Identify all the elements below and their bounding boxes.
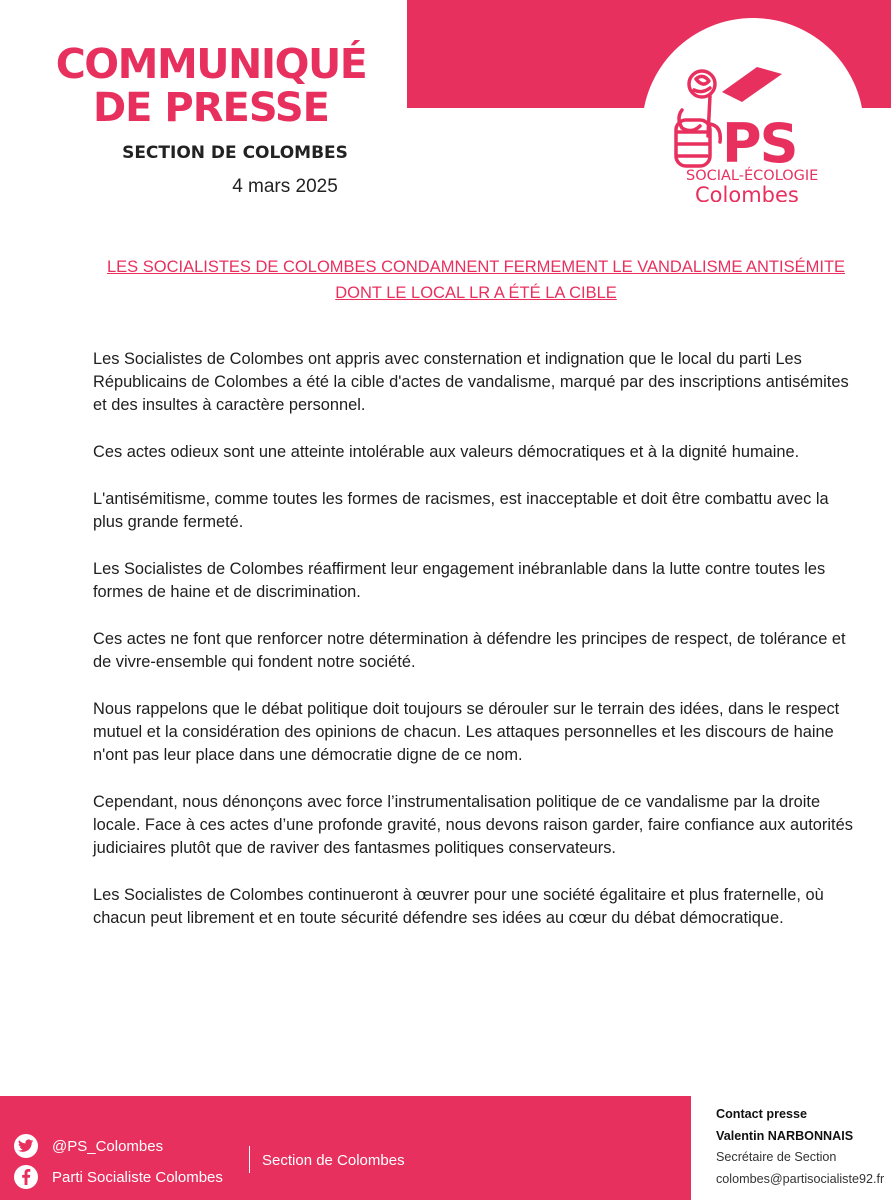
contact-email[interactable]: colombes@partisocialiste92.fr bbox=[716, 1171, 885, 1186]
twitter-link[interactable] bbox=[14, 1134, 163, 1158]
headline bbox=[60, 254, 891, 306]
facebook-page: Parti Socialiste Colombes bbox=[52, 1168, 223, 1186]
twitter-handle: @PS_Colombes bbox=[52, 1137, 164, 1155]
headline-line-1: LES SOCIALISTES DE COLOMBES CONDAMNENT FERMEMENT LE VANDALISME ANTISÉMITE bbox=[106, 258, 846, 276]
paragraph: Les Socialistes de Colombes réaffirment leur engagement inébranlable dans la lutte contre toutes les formes de haine et de discrimination. bbox=[93, 560, 826, 601]
footer-section-label: Section de Colombes bbox=[262, 1152, 405, 1169]
paragraph: Cependant, nous dénonçons avec force l’instrumentalisation politique de ce vandalisme par la droite locale. Face à ces actes d’une profonde gravité, nous devons raison garder, faire confiance aux autorités judiciaires plutôt que de raviver des fantasmes politiques conservateurs. bbox=[93, 793, 853, 857]
press-contact bbox=[716, 1104, 884, 1190]
footer-divider bbox=[249, 1146, 250, 1173]
headline-line-2: DONT LE LOCAL LR A ÉTÉ LA CIBLE bbox=[335, 284, 617, 302]
twitter-icon bbox=[14, 1134, 38, 1158]
section-label: SECTION DE COLOMBES bbox=[122, 143, 348, 163]
paragraph: Les Socialistes de Colombes continueront à œuvrer pour une société égalitaire et plus fraternelle, où chacun peut librement et en toute sécurité défendre ses idées au cœur du débat démocratique. bbox=[93, 886, 824, 927]
logo-tagline: SOCIAL-ÉCOLOGIE bbox=[686, 168, 819, 184]
press-date: 4 mars 2025 bbox=[232, 176, 338, 197]
press-body bbox=[93, 348, 853, 954]
paragraph: Nous rappelons que le débat politique doit toujours se dérouler sur le terrain des idées, dans le respect mutuel et la considération des opinions de chacun. Les attaques personnelles et les discours de haine n'ont pas leur place dans une démocratie digne de ce nom. bbox=[93, 700, 840, 764]
facebook-icon bbox=[14, 1165, 38, 1189]
contact-heading: Contact presse bbox=[716, 1107, 807, 1121]
paragraph: Ces actes ne font que renforcer notre détermination à défendre les principes de respect, de tolérance et de vivre-ensemble qui fondent notre société. bbox=[93, 630, 846, 671]
logo-name: PS bbox=[722, 112, 797, 175]
paragraph: Ces actes odieux sont une atteinte intolérable aux valeurs démocratiques et à la dignité humaine. bbox=[93, 443, 800, 461]
title-line-1: COMMUNIQUÉ bbox=[55, 40, 367, 88]
facebook-link[interactable] bbox=[14, 1165, 223, 1189]
title-line-2: DE PRESSE bbox=[92, 85, 330, 131]
paragraph: L'antisémitisme, comme toutes les formes de racismes, est inacceptable et doit être combattu avec la plus grande fermeté. bbox=[93, 490, 829, 531]
paragraph: Les Socialistes de Colombes ont appris avec consternation et indignation que le local du parti Les Républicains de Colombes a été la cible d'actes de vandalisme, marqué par des inscriptions antisémites et des insultes à caractère personnel. bbox=[93, 350, 849, 414]
contact-role: Secrétaire de Section bbox=[716, 1150, 837, 1164]
ps-logo bbox=[662, 62, 842, 202]
logo-city: Colombes bbox=[695, 183, 799, 202]
contact-name: Valentin NARBONNAIS bbox=[716, 1128, 854, 1143]
